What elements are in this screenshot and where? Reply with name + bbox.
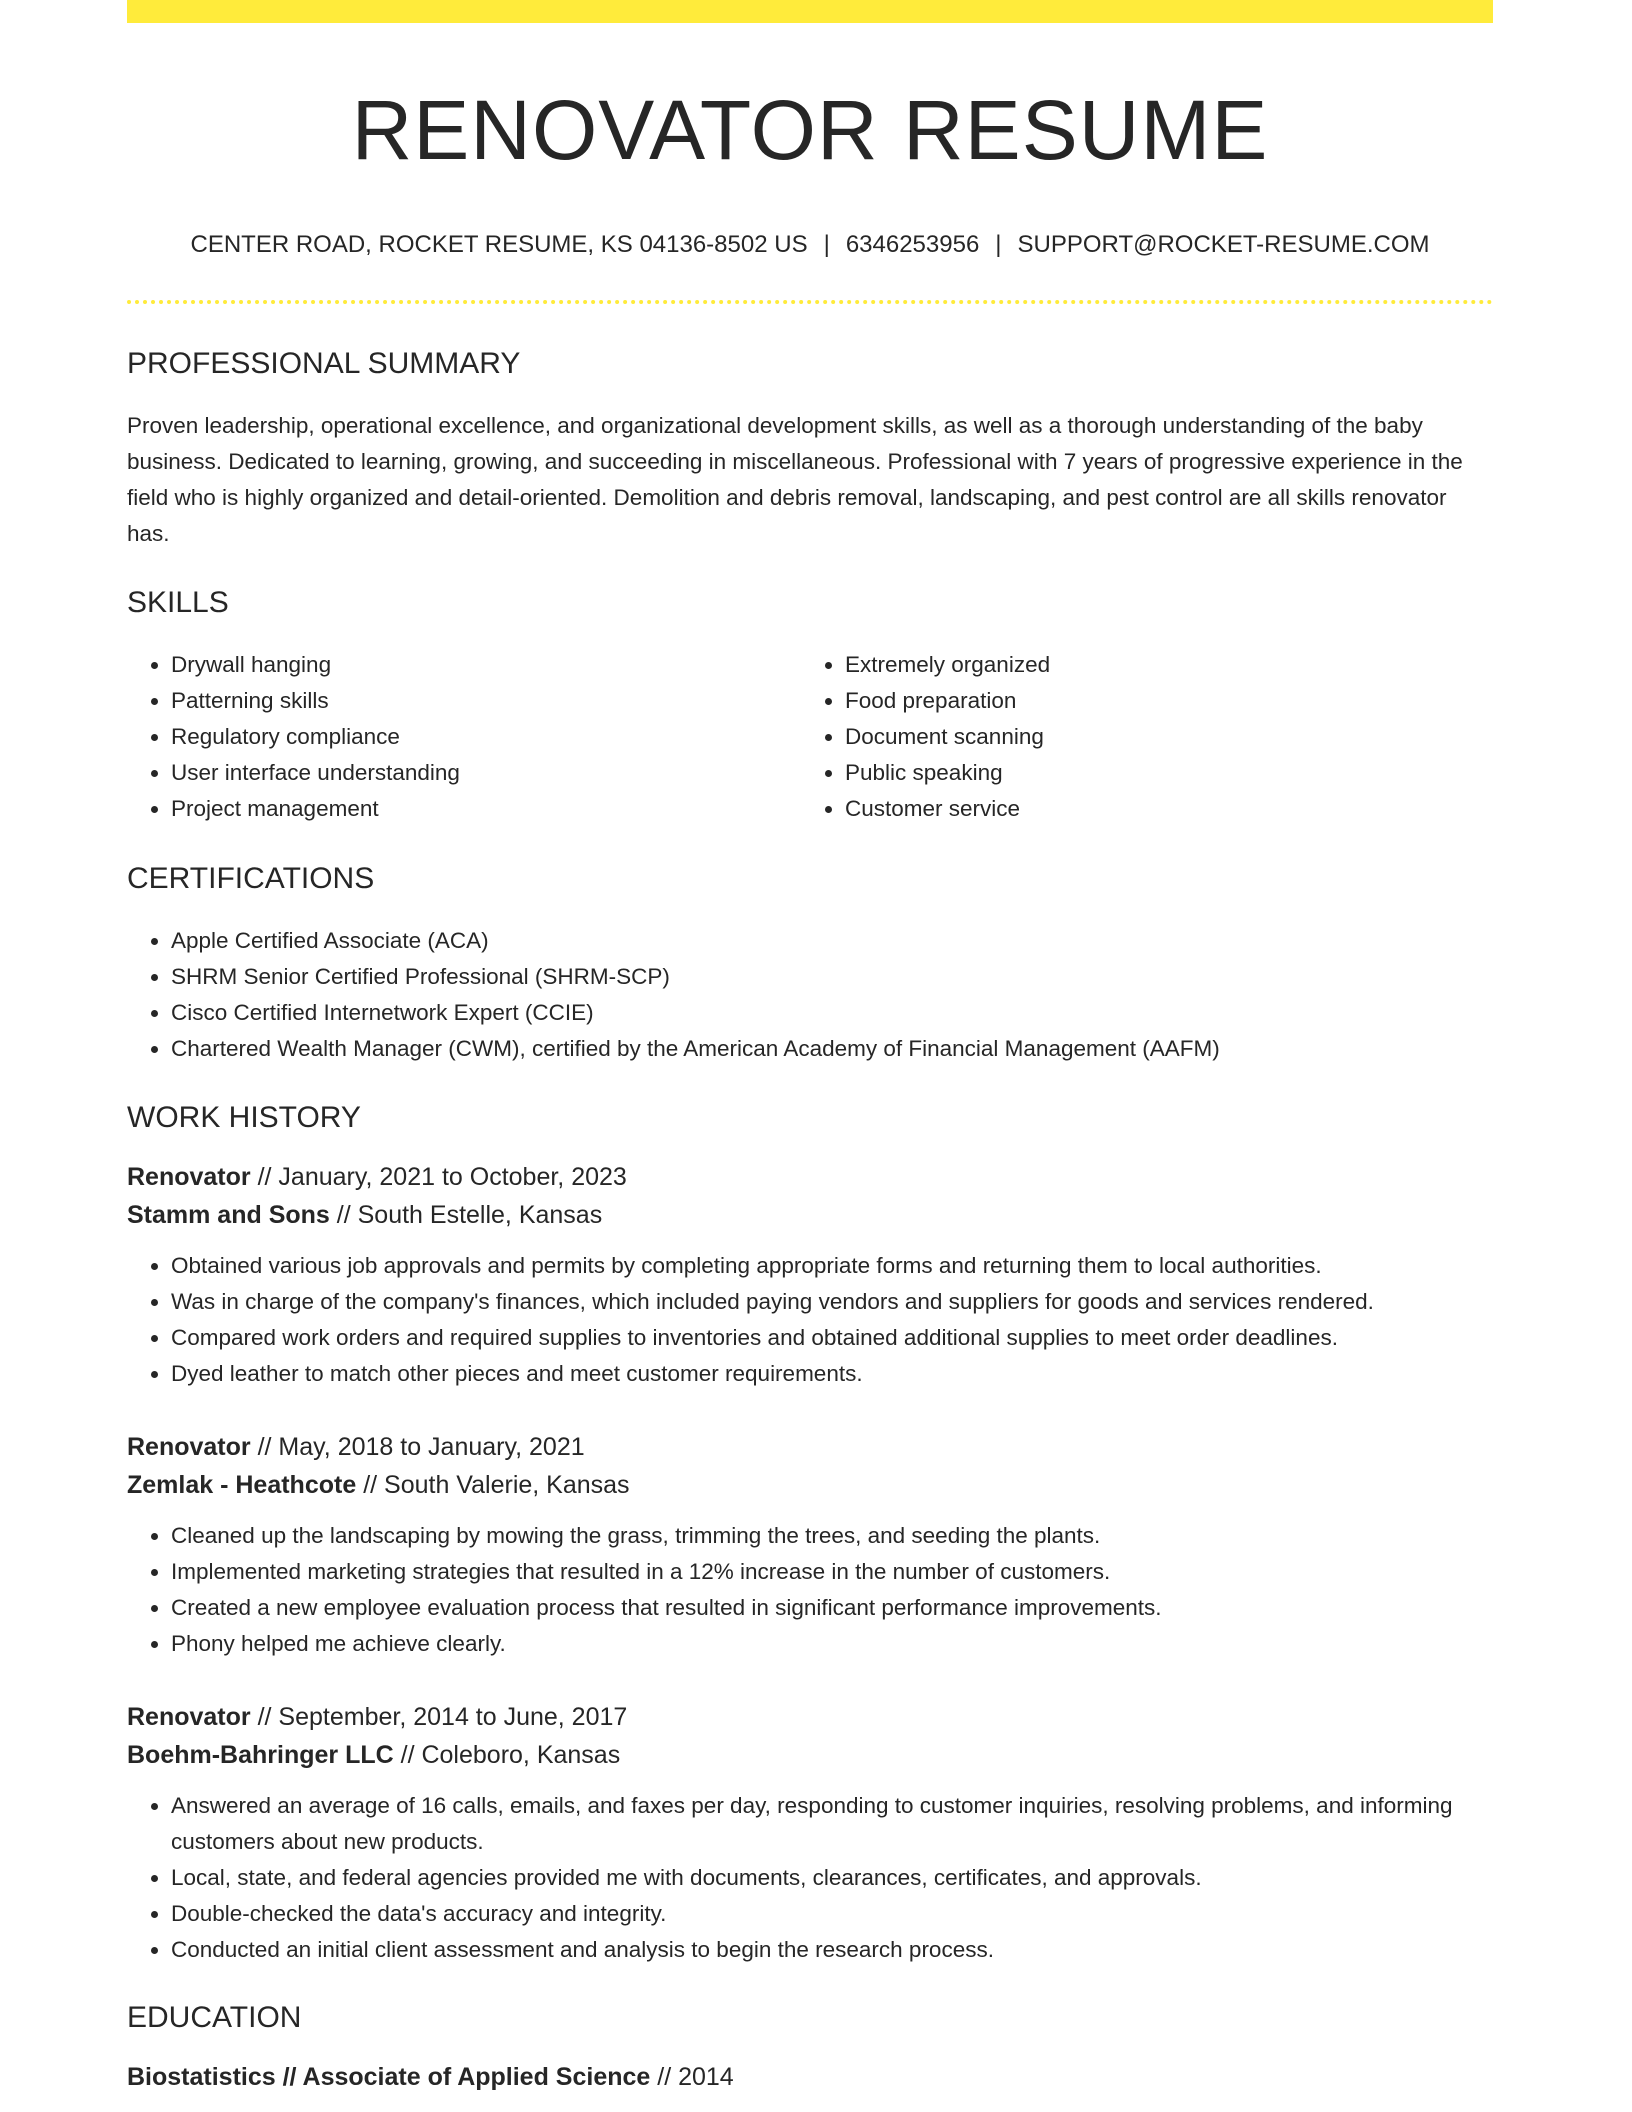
education-degree: Biostatistics // Associate of Applied Science bbox=[127, 2063, 651, 2091]
job-bullet: • Answered an average of 16 calls, emails, and faxes per day, responding to customer inquiries, resolving problems, and informing customers about new products. bbox=[171, 1788, 1493, 1860]
job-company-line bbox=[127, 1196, 1493, 1234]
skill-item: • Drywall hanging bbox=[171, 647, 801, 683]
job-bullet: • Double-checked the data's accuracy and integrity. bbox=[171, 1896, 1493, 1932]
skill-item: • Project management bbox=[171, 791, 801, 827]
skill-item: • Customer service bbox=[845, 791, 1475, 827]
contact-address: CENTER ROAD, ROCKET RESUME, KS 04136-8502 US bbox=[190, 231, 808, 258]
job-company: Boehm-Bahringer LLC bbox=[127, 1741, 394, 1769]
job-entry bbox=[127, 1698, 1493, 1968]
job-company-line bbox=[127, 1736, 1493, 1774]
job-location: // South Valerie, Kansas bbox=[356, 1471, 630, 1499]
skills-column-right bbox=[801, 647, 1475, 827]
skills-grid bbox=[127, 647, 1493, 827]
certification-item: • SHRM Senior Certified Professional (SHRM-SCP) bbox=[171, 959, 1493, 995]
job-title: Renovator bbox=[127, 1433, 251, 1461]
job-bullet: • Conducted an initial client assessment and analysis to begin the research process. bbox=[171, 1932, 1493, 1968]
job-bullet: • Compared work orders and required supplies to inventories and obtained additional supplies to meet order deadlines. bbox=[171, 1320, 1493, 1356]
job-bullets bbox=[127, 1518, 1493, 1662]
job-company-line bbox=[127, 1466, 1493, 1504]
job-title-line bbox=[127, 1158, 1493, 1196]
resume-title: RENOVATOR RESUME bbox=[351, 83, 1269, 177]
job-location: // South Estelle, Kansas bbox=[329, 1201, 603, 1229]
resume-content bbox=[127, 0, 1493, 2096]
education-line bbox=[127, 2058, 1493, 2096]
job-bullet: • Phony helped me achieve clearly. bbox=[171, 1626, 1493, 1662]
skills-heading: SKILLS bbox=[127, 586, 229, 619]
job-dates: // January, 2021 to October, 2023 bbox=[250, 1163, 627, 1191]
education-heading: EDUCATION bbox=[127, 2001, 302, 2034]
job-company: Stamm and Sons bbox=[127, 1201, 330, 1229]
job-dates: // May, 2018 to January, 2021 bbox=[250, 1433, 585, 1461]
job-bullet: • Cleaned up the landscaping by mowing the grass, trimming the trees, and seeding the plants. bbox=[171, 1518, 1493, 1554]
contact-line bbox=[127, 230, 1493, 260]
work-history-heading: WORK HISTORY bbox=[127, 1101, 361, 1134]
certification-item: • Apple Certified Associate (ACA) bbox=[171, 923, 1493, 959]
job-company: Zemlak - Heathcote bbox=[127, 1471, 357, 1499]
skills-list-right bbox=[801, 647, 1475, 827]
certification-item: • Chartered Wealth Manager (CWM), certified by the American Academy of Financial Management (AAFM) bbox=[171, 1031, 1493, 1067]
education-year: // 2014 bbox=[650, 2063, 734, 2091]
job-bullet: • Obtained various job approvals and permits by completing appropriate forms and returning them to local authorities. bbox=[171, 1248, 1493, 1284]
dotted-divider bbox=[127, 300, 1493, 304]
job-bullet: • Was in charge of the company's finances, which included paying vendors and suppliers for goods and services rendered. bbox=[171, 1284, 1493, 1320]
skills-list-left bbox=[127, 647, 801, 827]
skill-item: • Patterning skills bbox=[171, 683, 801, 719]
certifications-list bbox=[127, 923, 1493, 1067]
job-bullets bbox=[127, 1788, 1493, 1968]
job-bullet: • Local, state, and federal agencies provided me with documents, clearances, certificates, and approvals. bbox=[171, 1860, 1493, 1896]
job-title: Renovator bbox=[127, 1703, 251, 1731]
contact-email: SUPPORT@ROCKET-RESUME.COM bbox=[1017, 231, 1430, 258]
job-dates: // September, 2014 to June, 2017 bbox=[250, 1703, 628, 1731]
skill-item: • Extremely organized bbox=[845, 647, 1475, 683]
summary-heading: PROFESSIONAL SUMMARY bbox=[127, 347, 521, 380]
job-bullet: • Created a new employee evaluation process that resulted in significant performance improvements. bbox=[171, 1590, 1493, 1626]
skill-item: • Food preparation bbox=[845, 683, 1475, 719]
job-bullet: • Dyed leather to match other pieces and meet customer requirements. bbox=[171, 1356, 1493, 1392]
summary-text: Proven leadership, operational excellence, and organizational development skills, as well as a thorough understanding of the baby business. Dedicated to learning, growing, and succeeding in miscellaneous. Professional with 7 years of progressive experience in the field who is highly organized and detail-oriented. Demolition and debris removal, landscaping, and pest control are all skills renovator has. bbox=[127, 413, 1463, 546]
skill-item: • Regulatory compliance bbox=[171, 719, 801, 755]
certifications-heading: CERTIFICATIONS bbox=[127, 862, 375, 895]
job-entry bbox=[127, 1158, 1493, 1392]
skills-column-left bbox=[127, 647, 801, 827]
job-title-line bbox=[127, 1698, 1493, 1736]
job-bullet: • Implemented marketing strategies that resulted in a 12% increase in the number of customers. bbox=[171, 1554, 1493, 1590]
job-title-line bbox=[127, 1428, 1493, 1466]
contact-phone: 6346253956 bbox=[845, 231, 980, 258]
contact-separator: | bbox=[823, 231, 830, 258]
skill-item: • User interface understanding bbox=[171, 755, 801, 791]
contact-separator: | bbox=[995, 231, 1002, 258]
job-entry bbox=[127, 1428, 1493, 1662]
job-bullets bbox=[127, 1248, 1493, 1392]
certification-item: • Cisco Certified Internetwork Expert (CCIE) bbox=[171, 995, 1493, 1031]
skill-item: • Document scanning bbox=[845, 719, 1475, 755]
job-title: Renovator bbox=[127, 1163, 251, 1191]
skill-item: • Public speaking bbox=[845, 755, 1475, 791]
job-location: // Coleboro, Kansas bbox=[393, 1741, 621, 1769]
